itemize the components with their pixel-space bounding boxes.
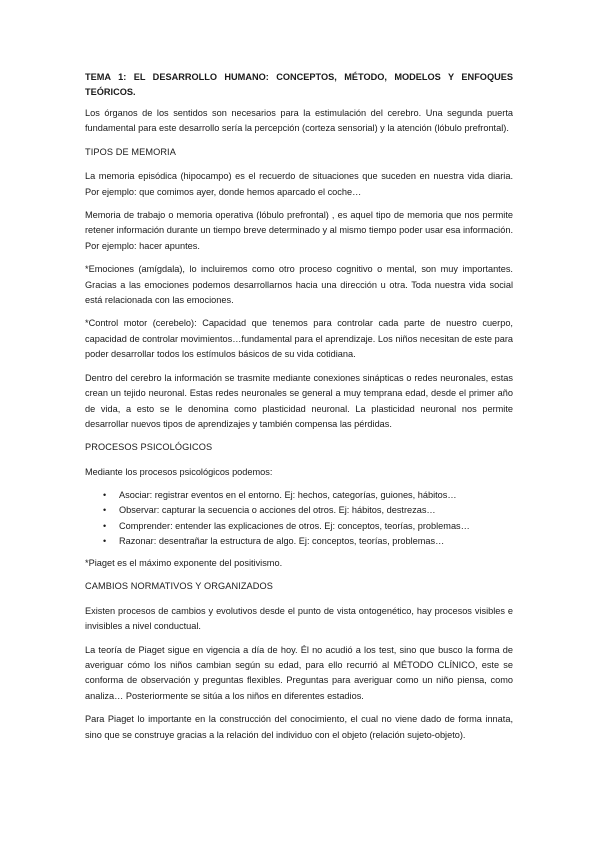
paragraph-memoria-trabajo: Memoria de trabajo o memoria operativa (lóbulo prefrontal) , es aquel tipo de memoria que nos permite retener información durante un tiempo breve determinado y al mismo tiempo poder usar esa información. Por ejemplo: hacer apuntes. <box>85 210 513 251</box>
procesos-list <box>85 488 513 549</box>
bullet-icon: • <box>103 520 107 531</box>
list-item-text: Razonar: desentrañar la estructura de algo. Ej: conceptos, teorías, problemas… <box>119 535 445 546</box>
bullet-icon: • <box>103 535 107 546</box>
list-item <box>85 519 513 534</box>
paragraph-procesos-intro: Mediante los procesos psicológicos podemos: <box>85 466 273 477</box>
list-item-text: Comprender: entender las explicaciones de otros. Ej: conceptos, teorías, problemas… <box>119 520 470 531</box>
paragraph-cambios-3: Para Piaget lo importante en la construcción del conocimiento, el cual no viene dado de forma innata, sino que se construye gracias a la relación del individuo con el objeto (relación sujeto-objeto). <box>85 714 513 740</box>
paragraph-cambios-2: La teoría de Piaget sigue en vigencia a día de hoy. Él no acudió a los test, sino que busco la forma de averiguar cómo los niños cambian según su edad, para ello recurrió al MÉTODO CLÍNICO, este se conforma de observación y preguntas flexibles. Preguntas para averiguar como un niño piensa, como analiza… Posteriormente se sitúa a los niños en diferentes estadios. <box>85 644 513 701</box>
intro-paragraph: Los órganos de los sentidos son necesarios para la estimulación del cerebro. Una segunda puerta fundamental para este desarrollo sería la percepción (corteza sensorial) y la atención (lóbulo prefrontal). <box>85 108 513 134</box>
section-heading-cambios: CAMBIOS NORMATIVOS Y ORGANIZADOS <box>85 581 273 592</box>
bullet-icon: • <box>103 490 107 501</box>
list-item <box>85 503 513 518</box>
list-item <box>85 488 513 503</box>
list-item-text: Asociar: registrar eventos en el entorno. Ej: hechos, categorías, guiones, hábitos… <box>119 490 457 501</box>
list-item-text: Observar: capturar la secuencia o acciones del otros. Ej: hábitos, destrezas… <box>119 505 436 516</box>
paragraph-cambios-1: Existen procesos de cambios y evolutivos desde el punto de vista ontogenético, hay procesos visibles e invisibles a nivel conductual. <box>85 605 513 632</box>
paragraph-plasticidad: Dentro del cerebro la información se trasmite mediante conexiones sinápticas o redes neuronales, estas crean un tejido neuronal. Estas redes neuronales se general a muy temprana edad, desde el primer año de vida, a esto se le denomina como plasticidad neuronal. La plasticidad neuronal nos permite desarrollar nuevos tipos de aprendizajes y también compensa las pérdidas. <box>85 372 513 429</box>
paragraph-emociones: *Emociones (amígdala), lo incluiremos como otro proceso cognitivo o mental, son muy importantes. Gracias a las emociones podemos desarrollarnos hacia una dirección u otra. Toda nuestra vida social está relacionada con las emociones. <box>85 264 513 306</box>
paragraph-memoria-episodica: La memoria episódica (hipocampo) es el recuerdo de situaciones que suceden en nuestra vida diaria. Por ejemplo: que comimos ayer, donde hemos aparcado el coche… <box>85 171 513 197</box>
paragraph-control-motor: *Control motor (cerebelo): Capacidad que tenemos para controlar cada parte de nuestro cuerpo, capacidad de controlar movimientos…fundamental para el aprendizaje. Los niños necesitan de este para poder desarrollar todos los estímulos básicos de su vida cotidiana. <box>85 318 513 360</box>
section-heading-procesos: PROCESOS PSICOLÓGICOS <box>85 442 213 453</box>
paragraph-piaget-note: *Piaget es el máximo exponente del positivismo. <box>85 557 283 568</box>
document-page <box>85 70 513 751</box>
document-title: TEMA 1: EL DESARROLLO HUMANO: CONCEPTOS, MÉTODO, MODELOS Y ENFOQUES TEÓRICOS. <box>85 72 513 97</box>
bullet-icon: • <box>103 505 107 516</box>
list-item <box>85 534 513 549</box>
section-heading-memoria: TIPOS DE MEMORIA <box>85 146 176 157</box>
